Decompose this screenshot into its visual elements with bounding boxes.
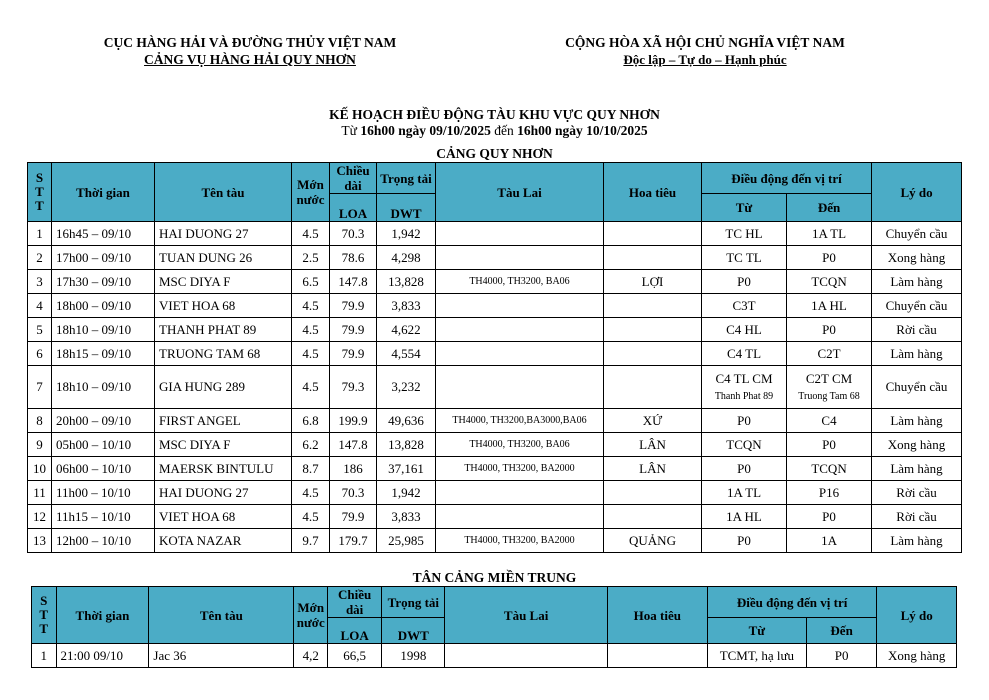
cell-from: C4 HL (702, 318, 787, 342)
cell-to: P16 (787, 481, 872, 505)
cell-from-vessel: Thanh Phat 89 (714, 390, 774, 402)
cell-from: 1A TL (702, 481, 787, 505)
cell-loa: 199.9 (330, 409, 377, 433)
col2-time: Thời gian (56, 587, 149, 644)
col-tonnage: Trọng tải (377, 163, 436, 194)
col-length-unit: LOA (330, 194, 377, 222)
cell-pilot (604, 318, 702, 342)
cell-reason: Làm hàng (872, 270, 962, 294)
cell-stt: 1 (28, 222, 52, 246)
cell-tug (436, 366, 604, 409)
cell-draft: 4.5 (292, 505, 330, 529)
cell-draft: 4.5 (292, 318, 330, 342)
cell-stt: 6 (28, 342, 52, 366)
col-length: Chiều dài (330, 163, 377, 194)
col-tug: Tàu Lai (436, 163, 604, 222)
cell-to: P0 (806, 644, 876, 668)
cell-time: 21:00 09/10 (56, 644, 149, 668)
cell-from: 1A HL (702, 505, 787, 529)
schedule-table-tan-cang (31, 586, 957, 668)
cell-tug (445, 644, 607, 668)
col2-tug: Tàu Lai (445, 587, 607, 644)
cell-reason: Chuyển cầu (872, 294, 962, 318)
cell-ship: MSC DIYA F (155, 433, 292, 457)
cell-tug: TH4000, TH3200,BA3000,BA06 (436, 409, 604, 433)
cell-pilot (604, 505, 702, 529)
cell-from: P0 (702, 529, 787, 553)
cell-reason: Xong hàng (872, 433, 962, 457)
cell-from (702, 366, 787, 409)
cell-tug (436, 318, 604, 342)
cell-dwt: 3,833 (377, 505, 436, 529)
cell-loa: 70.3 (330, 481, 377, 505)
cell-draft: 9.7 (292, 529, 330, 553)
cell-tug (436, 246, 604, 270)
col2-draft: Mớn nước (294, 587, 328, 644)
cell-ship: MSC DIYA F (155, 270, 292, 294)
cell-to (787, 366, 872, 409)
cell-dwt: 37,161 (377, 457, 436, 481)
cell-stt: 11 (28, 481, 52, 505)
cell-time: 18h10 – 09/10 (52, 366, 155, 409)
cell-reason: Làm hàng (872, 457, 962, 481)
cell-dwt: 13,828 (377, 270, 436, 294)
section-title-quy-nhon: CẢNG QUY NHƠN (436, 146, 553, 161)
cell-time: 05h00 – 10/10 (52, 433, 155, 457)
cell-to: 1A (787, 529, 872, 553)
cell-reason: Làm hàng (872, 529, 962, 553)
cell-time: 20h00 – 09/10 (52, 409, 155, 433)
cell-dwt: 25,985 (377, 529, 436, 553)
cell-time: 18h15 – 09/10 (52, 342, 155, 366)
cell-draft: 4.5 (292, 481, 330, 505)
cell-pilot (604, 294, 702, 318)
cell-tug (436, 294, 604, 318)
cell-from: C3T (702, 294, 787, 318)
col2-move: Điều động đến vị trí (707, 587, 876, 618)
cell-reason: Làm hàng (872, 342, 962, 366)
col-ship: Tên tàu (155, 163, 292, 222)
cell-loa: 79.9 (330, 294, 377, 318)
cell-draft: 4.5 (292, 222, 330, 246)
cell-loa: 186 (330, 457, 377, 481)
table-row (28, 481, 962, 505)
cell-reason: Chuyển cầu (872, 222, 962, 246)
cell-draft: 4,2 (294, 644, 328, 668)
cell-ship: KOTA NAZAR (155, 529, 292, 553)
table-row (28, 342, 962, 366)
cell-dwt: 13,828 (377, 433, 436, 457)
cell-pilot: LÂN (604, 433, 702, 457)
cell-loa: 70.3 (330, 222, 377, 246)
cell-time: 11h00 – 10/10 (52, 481, 155, 505)
cell-stt: 1 (32, 644, 57, 668)
col-to: Đến (787, 194, 872, 222)
col-from: Từ (702, 194, 787, 222)
agency-header (70, 34, 430, 68)
cell-dwt: 3,833 (377, 294, 436, 318)
cell-time: 12h00 – 10/10 (52, 529, 155, 553)
cell-reason: Rời cầu (872, 481, 962, 505)
cell-draft: 2.5 (292, 246, 330, 270)
cell-to-vessel: Truong Tam 68 (798, 390, 860, 402)
cell-stt: 12 (28, 505, 52, 529)
agency-name: CỤC HÀNG HẢI VÀ ĐƯỜNG THỦY VIỆT NAM (103, 35, 397, 50)
table-row (28, 409, 962, 433)
cell-from: TCQN (702, 433, 787, 457)
cell-stt: 13 (28, 529, 52, 553)
col-pilot: Hoa tiêu (604, 163, 702, 222)
cell-to: P0 (787, 246, 872, 270)
cell-pilot (604, 481, 702, 505)
col2-tonnage: Trọng tải (382, 587, 445, 618)
cell-ship: Jac 36 (149, 644, 294, 668)
table-row (28, 294, 962, 318)
cell-stt: 9 (28, 433, 52, 457)
cell-pilot (604, 342, 702, 366)
cell-ship: TRUONG TAM 68 (155, 342, 292, 366)
cell-dwt: 4,554 (377, 342, 436, 366)
col2-tonnage-unit: DWT (382, 618, 445, 644)
cell-to: 1A TL (787, 222, 872, 246)
cell-to: P0 (787, 505, 872, 529)
cell-pilot: XỨ (604, 409, 702, 433)
cell-stt: 5 (28, 318, 52, 342)
cell-ship: HAI DUONG 27 (155, 222, 292, 246)
col-move: Điều động đến vị trí (702, 163, 872, 194)
cell-tug (436, 342, 604, 366)
cell-dwt: 4,622 (377, 318, 436, 342)
cell-tug: TH4000, TH3200, BA06 (436, 433, 604, 457)
col-tonnage-unit: DWT (377, 194, 436, 222)
cell-stt: 7 (28, 366, 52, 409)
national-motto: Độc lập – Tự do – Hạnh phúc (623, 52, 787, 67)
cell-from: TC TL (702, 246, 787, 270)
cell-loa: 78.6 (330, 246, 377, 270)
cell-pilot (604, 246, 702, 270)
col2-stt: STT (32, 587, 57, 644)
cell-draft: 6.2 (292, 433, 330, 457)
cell-loa: 79.9 (330, 342, 377, 366)
cell-dwt: 1998 (382, 644, 445, 668)
cell-draft: 4.5 (292, 294, 330, 318)
cell-time: 17h00 – 09/10 (52, 246, 155, 270)
cell-time: 16h45 – 09/10 (52, 222, 155, 246)
cell-ship: FIRST ANGEL (155, 409, 292, 433)
cell-ship: THANH PHAT 89 (155, 318, 292, 342)
cell-tug (436, 481, 604, 505)
cell-tug (436, 505, 604, 529)
table-row (28, 433, 962, 457)
cell-stt: 3 (28, 270, 52, 294)
col-time: Thời gian (52, 163, 155, 222)
col2-from: Từ (707, 618, 806, 644)
cell-from: TC HL (702, 222, 787, 246)
col-reason: Lý do (872, 163, 962, 222)
cell-loa: 79.9 (330, 505, 377, 529)
cell-time: 17h30 – 09/10 (52, 270, 155, 294)
cell-pilot: LÂN (604, 457, 702, 481)
cell-reason: Xong hàng (872, 246, 962, 270)
cell-reason: Làm hàng (872, 409, 962, 433)
cell-loa: 147.8 (330, 433, 377, 457)
col2-length: Chiều dài (328, 587, 382, 618)
table-row (28, 529, 962, 553)
plan-title: KẾ HOẠCH ĐIỀU ĐỘNG TÀU KHU VỰC QUY NHƠN (329, 107, 660, 122)
cell-dwt: 1,942 (377, 481, 436, 505)
table-row (28, 366, 962, 409)
cell-stt: 10 (28, 457, 52, 481)
cell-to: 1A HL (787, 294, 872, 318)
schedule-body-tan-cang (32, 644, 957, 668)
cell-to: P0 (787, 433, 872, 457)
table-row (28, 270, 962, 294)
cell-pilot: LỢI (604, 270, 702, 294)
cell-pilot (607, 644, 707, 668)
cell-reason: Rời cầu (872, 318, 962, 342)
cell-from: C4 TL (702, 342, 787, 366)
cell-ship: HAI DUONG 27 (155, 481, 292, 505)
table-row (28, 457, 962, 481)
cell-draft: 6.8 (292, 409, 330, 433)
cell-pilot (604, 222, 702, 246)
cell-from: P0 (702, 409, 787, 433)
cell-tug: TH4000, TH3200, BA2000 (436, 457, 604, 481)
cell-time: 18h00 – 09/10 (52, 294, 155, 318)
cell-dwt: 1,942 (377, 222, 436, 246)
plan-to-label: đến (494, 123, 514, 138)
cell-draft: 8.7 (292, 457, 330, 481)
col2-pilot: Hoa tiêu (607, 587, 707, 644)
cell-from: P0 (702, 270, 787, 294)
cell-ship: GIA HUNG 289 (155, 366, 292, 409)
national-title: CỘNG HÒA XÃ HỘI CHỦ NGHĨA VIỆT NAM (565, 35, 845, 50)
plan-date-range (0, 123, 989, 139)
national-header (520, 34, 890, 68)
cell-dwt: 3,232 (377, 366, 436, 409)
cell-tug: TH4000, TH3200, BA06 (436, 270, 604, 294)
cell-from: P0 (702, 457, 787, 481)
schedule-table-quy-nhon (27, 162, 962, 553)
cell-time: 06h00 – 10/10 (52, 457, 155, 481)
cell-tug: TH4000, TH3200, BA2000 (436, 529, 604, 553)
col2-to: Đến (806, 618, 876, 644)
cell-from-main: C4 TL CM (715, 370, 773, 386)
col2-reason: Lý do (877, 587, 957, 644)
table-row (28, 318, 962, 342)
schedule-body-quy-nhon (28, 222, 962, 553)
plan-from-label: Từ (341, 123, 357, 138)
cell-to: C2T (787, 342, 872, 366)
cell-loa: 179.7 (330, 529, 377, 553)
cell-to-main: C2T CM (805, 370, 853, 386)
cell-ship: VIET HOA 68 (155, 294, 292, 318)
cell-draft: 4.5 (292, 342, 330, 366)
col-stt: STT (28, 163, 52, 222)
port-authority-name: CẢNG VỤ HÀNG HẢI QUY NHƠN (144, 52, 356, 67)
cell-to: C4 (787, 409, 872, 433)
table-row (28, 246, 962, 270)
cell-to: P0 (787, 318, 872, 342)
cell-stt: 4 (28, 294, 52, 318)
cell-dwt: 4,298 (377, 246, 436, 270)
cell-pilot (604, 366, 702, 409)
cell-stt: 8 (28, 409, 52, 433)
section-title-tan-cang: TÂN CẢNG MIỀN TRUNG (412, 570, 577, 585)
cell-reason: Xong hàng (877, 644, 957, 668)
cell-from: TCMT, hạ lưu (707, 644, 806, 668)
cell-loa: 79.9 (330, 318, 377, 342)
cell-loa: 147.8 (330, 270, 377, 294)
cell-stt: 2 (28, 246, 52, 270)
cell-loa: 79.3 (330, 366, 377, 409)
cell-draft: 4.5 (292, 366, 330, 409)
cell-time: 11h15 – 10/10 (52, 505, 155, 529)
cell-reason: Chuyển cầu (872, 366, 962, 409)
col2-length-unit: LOA (328, 618, 382, 644)
cell-draft: 6.5 (292, 270, 330, 294)
cell-tug (436, 222, 604, 246)
plan-from-time: 16h00 ngày 09/10/2025 (360, 123, 491, 138)
table-row (28, 222, 962, 246)
cell-reason: Rời cầu (872, 505, 962, 529)
cell-to: TCQN (787, 270, 872, 294)
col-draft: Mớn nước (292, 163, 330, 222)
cell-loa: 66,5 (328, 644, 382, 668)
table-row (32, 644, 957, 668)
cell-time: 18h10 – 09/10 (52, 318, 155, 342)
cell-dwt: 49,636 (377, 409, 436, 433)
cell-ship: MAERSK BINTULU (155, 457, 292, 481)
cell-pilot: QUẢNG (604, 529, 702, 553)
cell-ship: TUAN DUNG 26 (155, 246, 292, 270)
cell-to: TCQN (787, 457, 872, 481)
plan-to-time: 16h00 ngày 10/10/2025 (517, 123, 648, 138)
col2-ship: Tên tàu (149, 587, 294, 644)
cell-ship: VIET HOA 68 (155, 505, 292, 529)
table-row (28, 505, 962, 529)
